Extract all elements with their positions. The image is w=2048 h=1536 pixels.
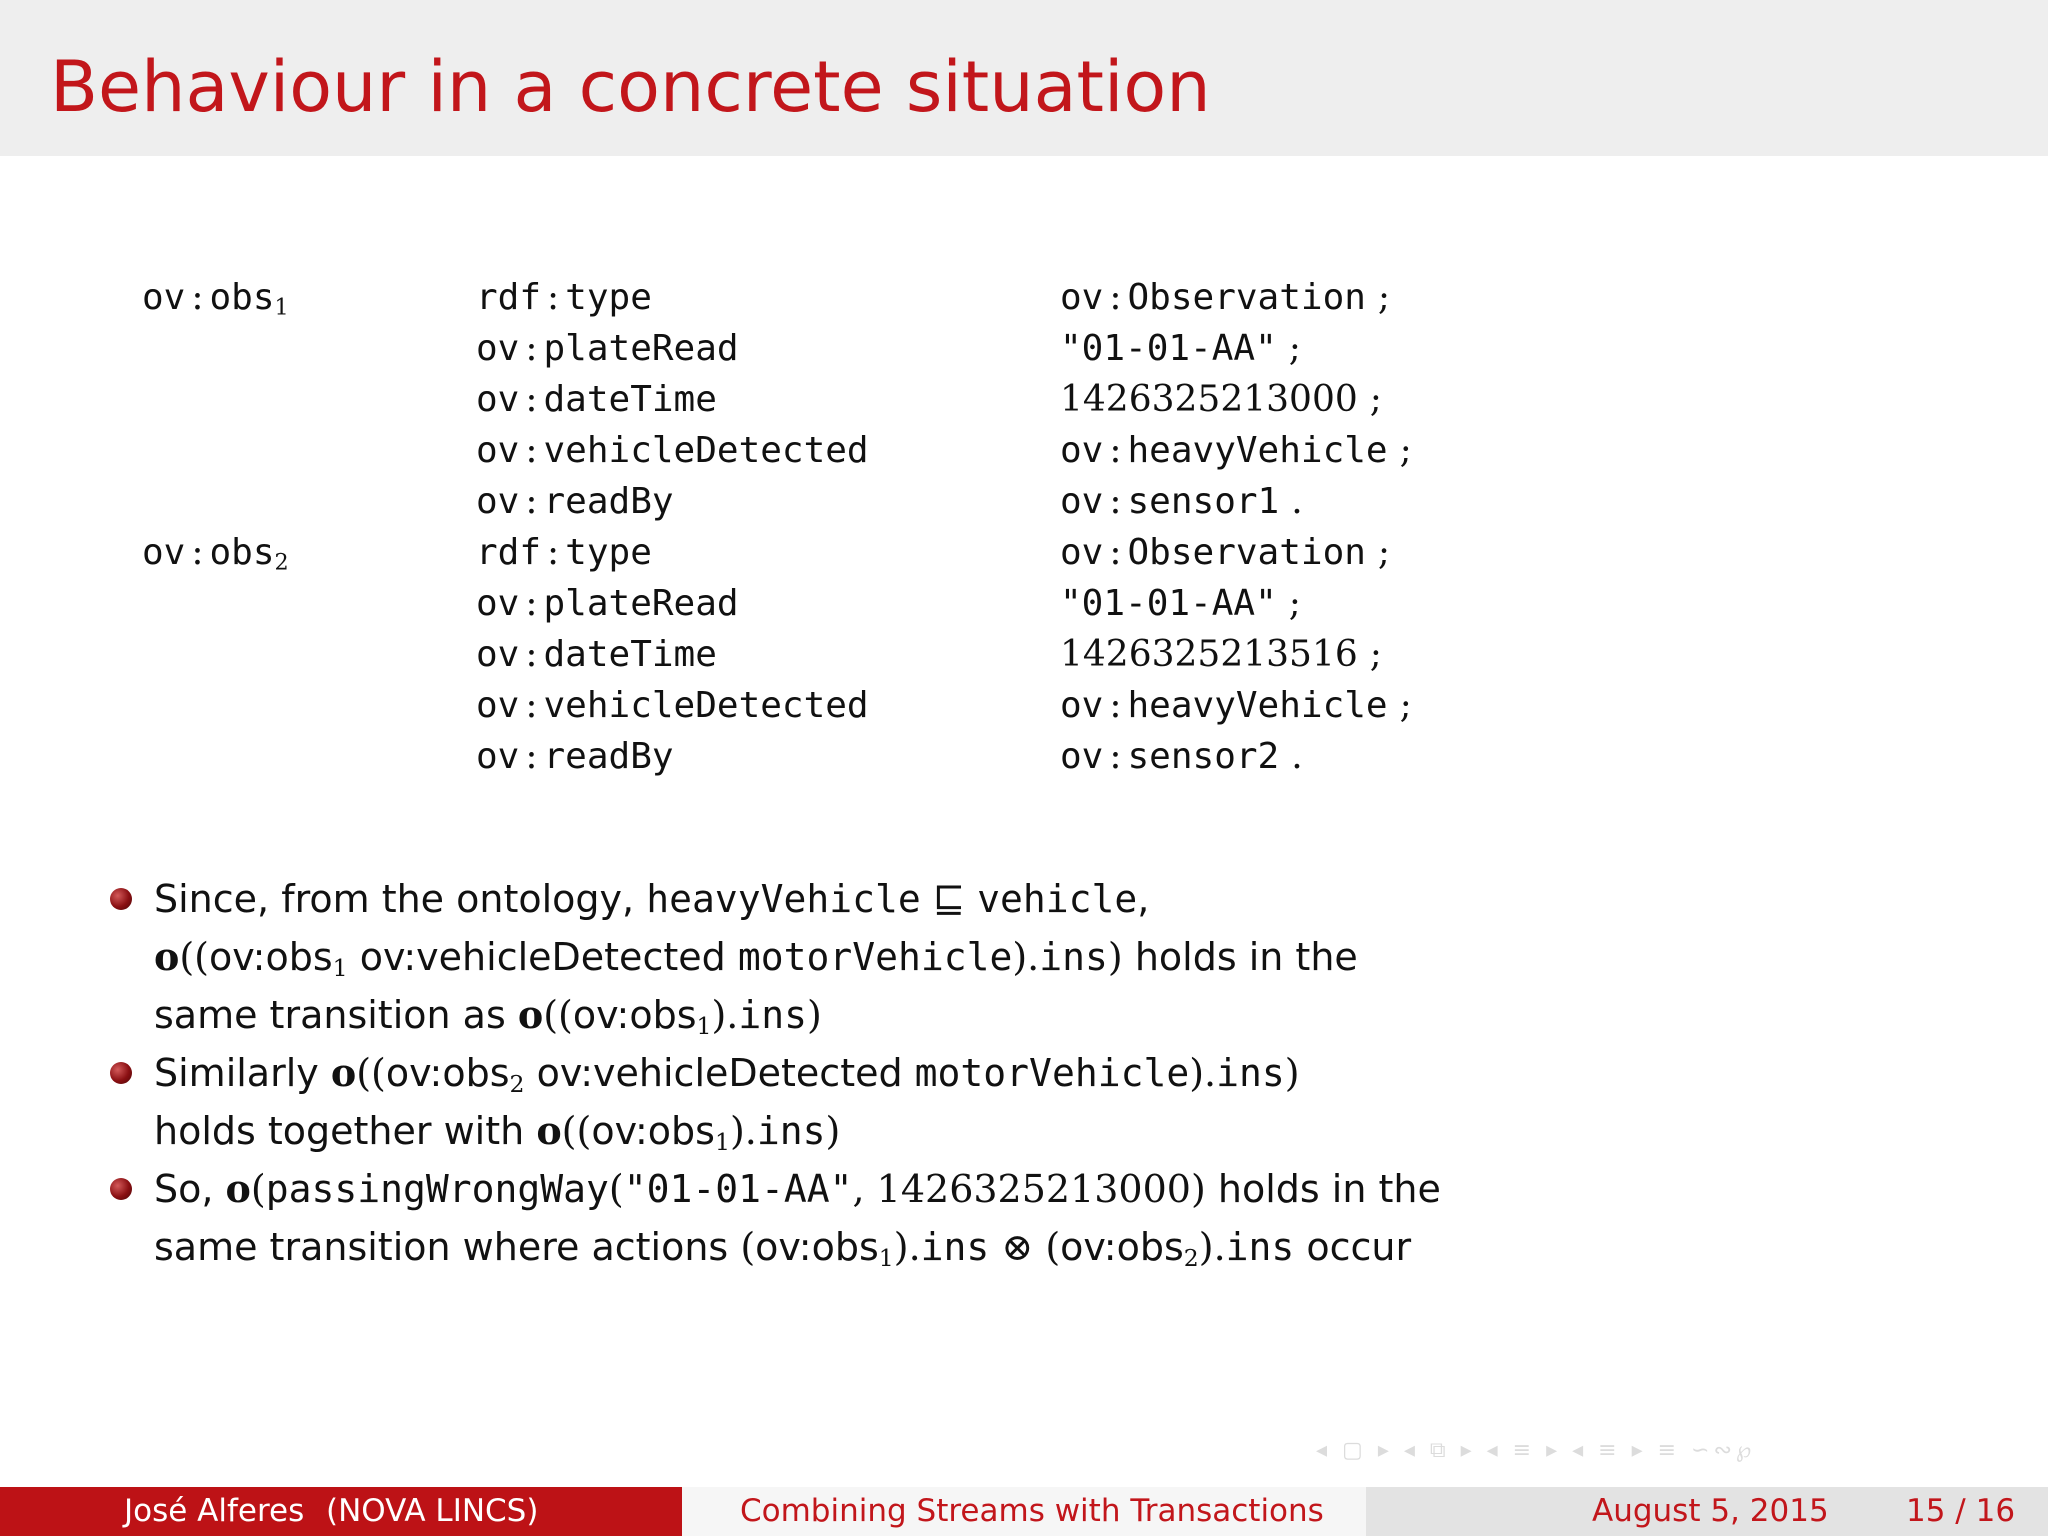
subject-index: 1 <box>274 294 289 321</box>
triple-terminator: ; <box>1369 634 1382 675</box>
text: ov:obs <box>755 1225 879 1269</box>
triple-row <box>0 527 2048 578</box>
object-separator: : <box>1109 430 1122 471</box>
triple-predicate <box>476 425 869 476</box>
text: ov:obs <box>209 935 333 979</box>
triple-subject <box>142 527 289 578</box>
beamer-navigation-icons[interactable]: ◂ ▢ ▸ ◂ ⧉ ▸ ◂ ≡ ▸ ◂ ≡ ▸ ≡ ∽∾℘ <box>1316 1438 1756 1463</box>
predicate-name: plateRead <box>543 583 739 624</box>
subscript: 1 <box>332 953 348 982</box>
triple-object <box>1060 629 1382 680</box>
subject-separator: : <box>191 532 204 573</box>
rdf-triples-table <box>0 272 2048 782</box>
bullet-line <box>154 986 822 1044</box>
code-text: motorVehicle <box>914 1051 1190 1095</box>
subscript: 1 <box>696 1011 712 1040</box>
subject-index: 2 <box>274 549 289 576</box>
triple-row <box>0 323 2048 374</box>
text: ov:obs <box>385 1051 510 1095</box>
triple-terminator: ; <box>1399 685 1412 726</box>
text: ov:obs <box>572 993 697 1037</box>
subscript: 2 <box>1183 1243 1199 1272</box>
object-separator: : <box>1109 481 1122 522</box>
code-text: ins <box>1039 935 1108 979</box>
triple-predicate <box>476 578 739 629</box>
triple-object <box>1060 374 1382 425</box>
predicate-separator: : <box>525 583 538 624</box>
text: Similarly <box>154 1051 331 1095</box>
triple-predicate <box>476 731 674 782</box>
subject-prefix: ov <box>142 532 186 573</box>
footer-affiliation: (NOVA LINCS) <box>326 1493 539 1529</box>
object-prefix: ov <box>1060 532 1104 573</box>
code-text: ins <box>1225 1225 1295 1269</box>
object-prefix: ov <box>1060 481 1104 522</box>
subscript: 1 <box>714 1127 730 1156</box>
slide-title: Behaviour in a concrete situation <box>50 46 1211 128</box>
parenthesis: (( <box>179 935 210 979</box>
object-literal: "01-01-AA" <box>1060 583 1277 624</box>
math-text: ⊗ <box>989 1225 1046 1269</box>
triple-subject <box>142 272 289 323</box>
triple-object <box>1060 731 1303 782</box>
code-text: ins <box>920 1225 990 1269</box>
operator-o: o <box>517 992 544 1037</box>
parenthesis: (( <box>356 1051 386 1095</box>
parenthesis: ). <box>1198 1225 1226 1269</box>
triple-row <box>0 476 2048 527</box>
parenthesis: ) <box>807 993 822 1037</box>
predicate-prefix: rdf <box>476 532 542 573</box>
text: occur <box>1294 1225 1412 1269</box>
text: same transition where actions <box>154 1225 741 1269</box>
triple-terminator: . <box>1291 736 1303 777</box>
operator-o: o <box>225 1166 251 1211</box>
text: ov:vehicleDetected <box>524 1051 915 1095</box>
predicate-prefix: ov <box>476 736 520 777</box>
object-name: heavyVehicle <box>1127 685 1388 726</box>
code-text: ins <box>1216 1051 1285 1095</box>
predicate-name: vehicleDetected <box>543 430 869 471</box>
parenthesis: ( <box>250 1167 266 1211</box>
triple-row <box>0 578 2048 629</box>
subject-name: obs <box>209 532 275 573</box>
triple-object <box>1060 680 1412 731</box>
bullet-line <box>154 1102 840 1160</box>
parenthesis: ). <box>711 993 739 1037</box>
parenthesis: ). <box>1012 935 1040 979</box>
code-text: ins <box>756 1109 826 1153</box>
text: holds in the <box>1122 935 1358 979</box>
predicate-separator: : <box>525 634 538 675</box>
triple-predicate <box>476 323 739 374</box>
parenthesis: ) <box>825 1109 841 1153</box>
predicate-separator: : <box>525 481 538 522</box>
text: ov:vehicleDetected <box>347 935 738 979</box>
triple-object <box>1060 476 1303 527</box>
predicate-prefix: rdf <box>476 277 542 318</box>
triple-terminator: ; <box>1288 583 1301 624</box>
predicate-prefix: ov <box>476 430 520 471</box>
text: , <box>1137 877 1150 921</box>
bullet-line <box>154 1160 1441 1218</box>
subject-name: obs <box>209 277 275 318</box>
text: ov:obs <box>1060 1225 1184 1269</box>
triple-row <box>0 374 2048 425</box>
math-text: ⊑ <box>920 877 978 921</box>
object-number: 1426325213000 <box>1060 379 1358 420</box>
text: same transition as <box>154 993 518 1037</box>
triple-terminator: . <box>1291 481 1303 522</box>
operator-o: o <box>330 1050 357 1095</box>
triple-predicate <box>476 680 869 731</box>
predicate-name: dateTime <box>543 634 717 675</box>
triple-row <box>0 731 2048 782</box>
triple-object <box>1060 578 1301 629</box>
object-prefix: ov <box>1060 277 1104 318</box>
parenthesis: (( <box>543 993 573 1037</box>
predicate-name: type <box>565 532 652 573</box>
predicate-separator: : <box>525 736 538 777</box>
text: holds together with <box>154 1109 537 1153</box>
triple-object <box>1060 272 1390 323</box>
object-separator: : <box>1109 736 1122 777</box>
triple-terminator: ; <box>1377 277 1391 318</box>
object-separator: : <box>1109 532 1122 573</box>
code-text: heavyVehicle <box>646 877 921 921</box>
triple-object <box>1060 323 1301 374</box>
footer-author: José Alferes <box>124 1493 305 1529</box>
text: ov:obs <box>591 1109 715 1153</box>
predicate-separator: : <box>547 532 560 573</box>
object-name: sensor2 <box>1127 736 1280 777</box>
object-name: Observation <box>1127 277 1366 318</box>
footer-page-number: 15 / 16 <box>1906 1493 2016 1529</box>
code-text: ins <box>738 993 808 1037</box>
predicate-name: dateTime <box>543 379 717 420</box>
text: holds in the <box>1205 1167 1441 1211</box>
predicate-prefix: ov <box>476 328 520 369</box>
triple-predicate <box>476 527 652 578</box>
predicate-name: plateRead <box>543 328 739 369</box>
subject-prefix: ov <box>142 277 186 318</box>
bullet-marker <box>110 888 132 910</box>
code-text: "01-01-AA" <box>623 1167 853 1211</box>
predicate-name: readBy <box>543 481 674 522</box>
triple-row <box>0 629 2048 680</box>
triple-row <box>0 272 2048 323</box>
triple-predicate <box>476 272 652 323</box>
predicate-separator: : <box>525 379 538 420</box>
predicate-prefix: ov <box>476 634 520 675</box>
parenthesis: ). <box>1189 1051 1217 1095</box>
bullet-line <box>154 1218 1411 1276</box>
footer-date-section <box>1366 1487 2048 1536</box>
object-separator: : <box>1109 277 1122 318</box>
parenthesis: ) <box>1284 1051 1300 1095</box>
footer-talk-title: Combining Streams with Transactions <box>740 1493 1324 1529</box>
triple-terminator: ; <box>1288 328 1301 369</box>
bullet-line <box>154 928 1358 986</box>
parenthesis: ( <box>740 1225 756 1269</box>
parenthesis: ). <box>729 1109 757 1153</box>
code-text: motorVehicle <box>737 935 1013 979</box>
text: So, <box>154 1167 226 1211</box>
code-text: passingWrongWay <box>265 1167 609 1211</box>
bullet-marker <box>110 1178 132 1200</box>
predicate-prefix: ov <box>476 481 520 522</box>
subscript: 1 <box>878 1243 894 1272</box>
triple-object <box>1060 527 1390 578</box>
subscript: 2 <box>509 1069 525 1098</box>
predicate-separator: : <box>547 277 560 318</box>
object-prefix: ov <box>1060 430 1104 471</box>
object-prefix: ov <box>1060 685 1104 726</box>
parenthesis: ) <box>1107 935 1123 979</box>
triple-predicate <box>476 374 717 425</box>
object-name: heavyVehicle <box>1127 430 1388 471</box>
code-text: vehicle <box>977 877 1138 921</box>
parenthesis: (( <box>561 1109 592 1153</box>
bullet-line <box>154 1044 1300 1102</box>
triple-terminator: ; <box>1369 379 1382 420</box>
predicate-separator: : <box>525 328 538 369</box>
text: Since, from the ontology, <box>154 877 647 921</box>
object-separator: : <box>1109 685 1122 726</box>
object-name: sensor1 <box>1127 481 1280 522</box>
triple-predicate <box>476 629 717 680</box>
predicate-prefix: ov <box>476 379 520 420</box>
bullet-line <box>154 870 1149 928</box>
parenthesis: ( <box>608 1167 624 1211</box>
triple-row <box>0 680 2048 731</box>
title-bar <box>0 0 2048 156</box>
triple-predicate <box>476 476 674 527</box>
triple-terminator: ; <box>1399 430 1412 471</box>
operator-o: o <box>154 934 180 979</box>
parenthesis: ) <box>1190 1167 1206 1211</box>
predicate-name: vehicleDetected <box>543 685 869 726</box>
object-number: 1426325213516 <box>1060 634 1358 675</box>
bullet-marker <box>110 1062 132 1084</box>
footer-title-section <box>682 1487 1366 1536</box>
subject-separator: : <box>191 277 204 318</box>
parenthesis: ( <box>1045 1225 1061 1269</box>
predicate-name: readBy <box>543 736 674 777</box>
triple-terminator: ; <box>1377 532 1391 573</box>
triple-object <box>1060 425 1412 476</box>
object-literal: "01-01-AA" <box>1060 328 1277 369</box>
object-prefix: ov <box>1060 736 1104 777</box>
footer-date: August 5, 2015 <box>1592 1493 1829 1529</box>
triple-row <box>0 425 2048 476</box>
footer-author-section <box>0 1487 682 1536</box>
object-name: Observation <box>1127 532 1366 573</box>
parenthesis: ). <box>893 1225 921 1269</box>
footer <box>0 1487 2048 1536</box>
predicate-separator: : <box>525 430 538 471</box>
operator-o: o <box>536 1108 562 1153</box>
predicate-name: type <box>565 277 652 318</box>
predicate-prefix: ov <box>476 583 520 624</box>
predicate-prefix: ov <box>476 685 520 726</box>
math-text: , 1426325213000 <box>852 1167 1191 1211</box>
predicate-separator: : <box>525 685 538 726</box>
